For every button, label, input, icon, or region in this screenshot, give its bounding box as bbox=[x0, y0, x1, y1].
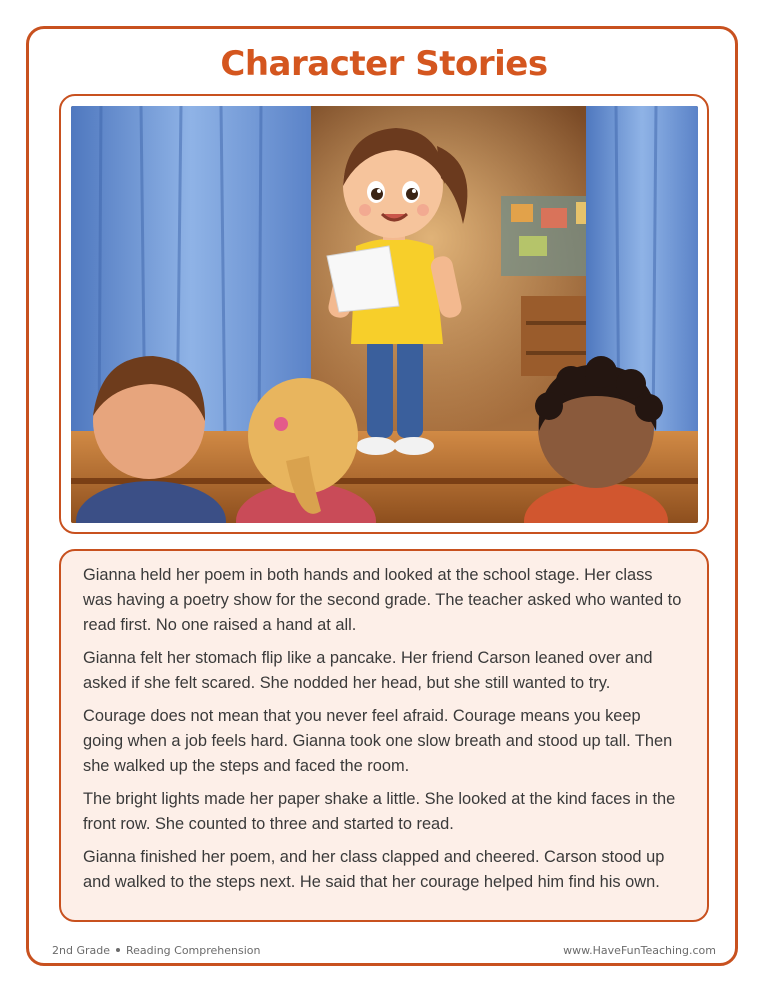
passage-paragraph-2: Gianna felt her stomach flip like a pancake. Her friend Carson leaned over and asked if she felt scared. She nodded her head, but she still wanted to try. bbox=[83, 649, 653, 692]
girl-reading-poem-on-stage-illustration bbox=[71, 106, 698, 523]
passage-paragraph-3: Courage does not mean that you never feel afraid. Courage means you keep going when a job feels hard. Gianna took one slow breath and stood up tall. Then she walked up the steps and faced the room. bbox=[83, 707, 673, 775]
bullet-separator-icon bbox=[116, 948, 120, 952]
reading-passage bbox=[59, 549, 709, 922]
passage-paragraph-4: The bright lights made her paper shake a little. She looked at the kind faces in the front row. She counted to three and started to read. bbox=[83, 790, 676, 833]
passage-paragraph-5: Gianna finished her poem, and her class clapped and cheered. Carson stood up and walked to the steps next. He said that her courage helped him find his own. bbox=[83, 848, 665, 891]
footer-grade: 2nd Grade bbox=[52, 944, 110, 957]
illustration-frame bbox=[59, 94, 709, 534]
footer-website[interactable]: www.HaveFunTeaching.com bbox=[563, 944, 716, 957]
footer-grade-subject bbox=[52, 944, 261, 957]
passage-paragraph-1: Gianna held her poem in both hands and looked at the school stage. Her class was having a poetry show for the second grade. The teacher asked who wanted to read first. No one raised a hand at all. bbox=[83, 566, 682, 634]
footer-subject: Reading Comprehension bbox=[126, 944, 261, 957]
page-title: Character Stories bbox=[220, 44, 548, 84]
